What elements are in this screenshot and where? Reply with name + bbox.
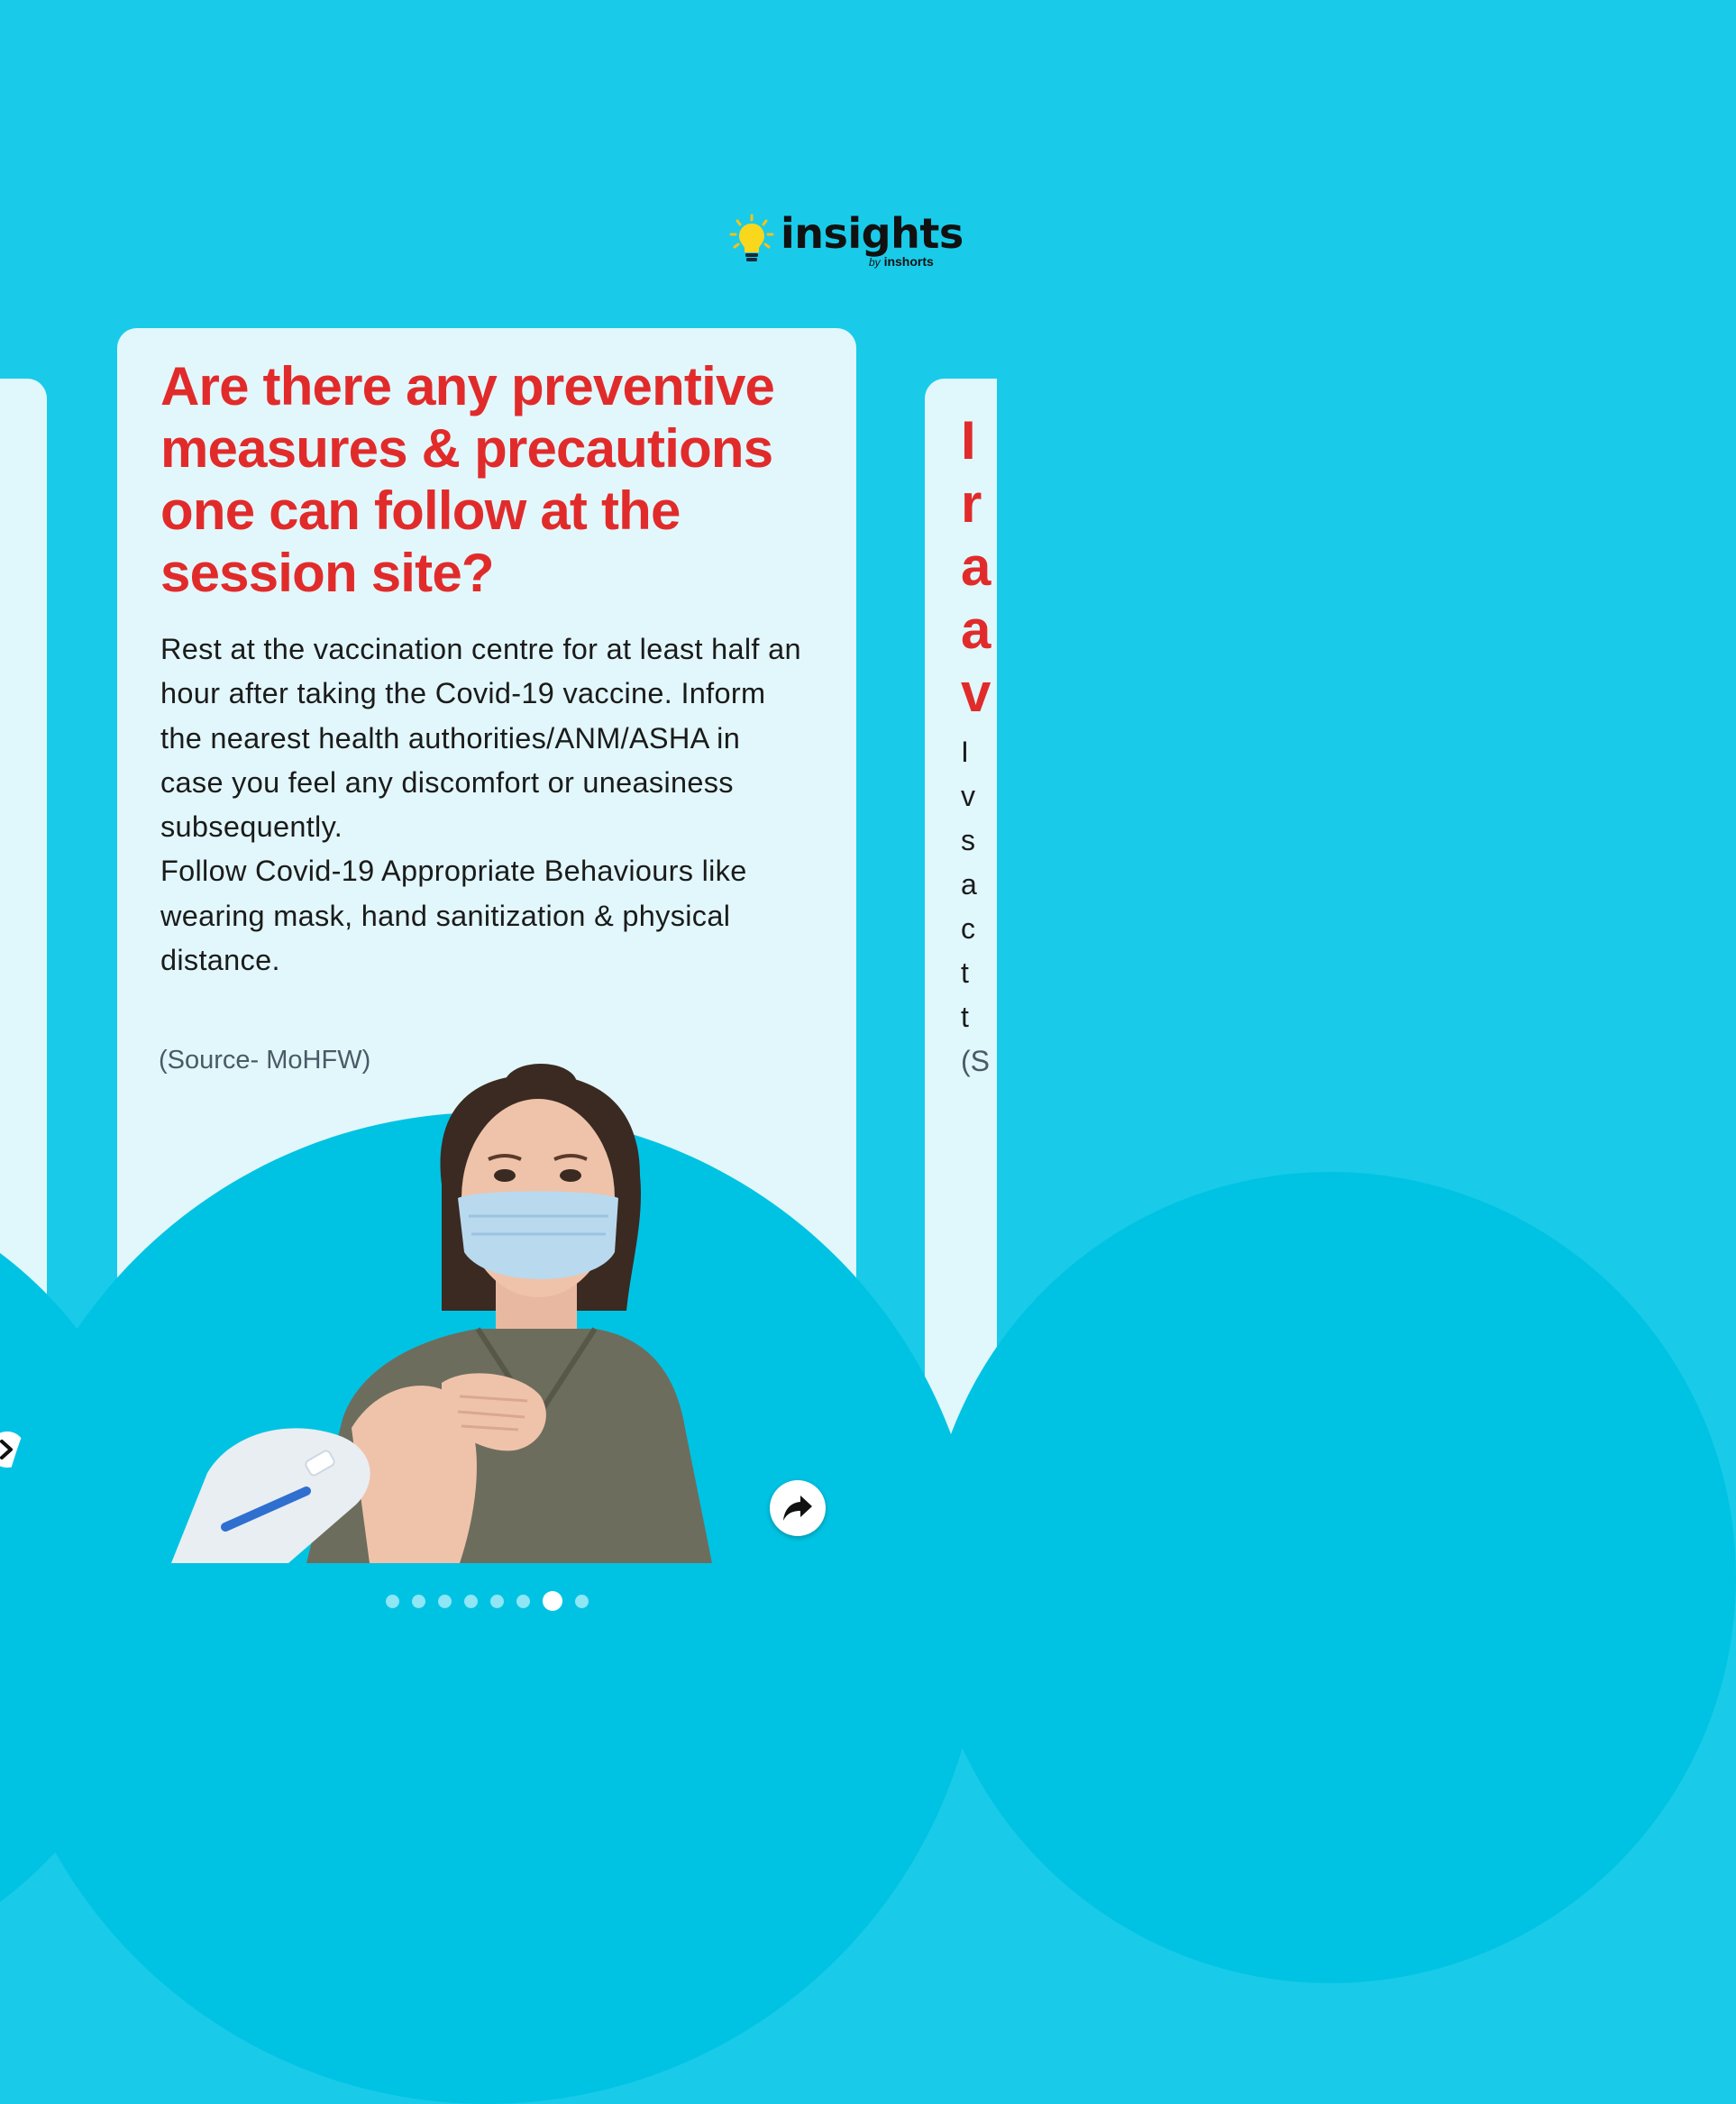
page-dot[interactable] <box>438 1595 452 1608</box>
next-card-body-text: I v s a c t t <box>961 736 977 1033</box>
previous-card[interactable] <box>0 379 47 1511</box>
page-dot[interactable] <box>490 1595 504 1608</box>
vaccination-photo <box>171 1040 838 1563</box>
insight-card[interactable] <box>117 328 856 1563</box>
brand-byline <box>869 254 934 269</box>
page-dot[interactable] <box>412 1595 425 1608</box>
page-dot[interactable] <box>386 1595 399 1608</box>
card-question: Are there any preventive measures & precautions one can follow at the session site? <box>160 356 775 603</box>
page-dot-active[interactable] <box>543 1591 562 1611</box>
page-dot[interactable] <box>516 1595 530 1608</box>
card-answer-paragraph: Rest at the vaccination centre for at least half an hour after taking the Covid-19 vaccine. Inform the nearest health authorities/ANM/ASHA in case you feel any discomfort or uneasiness subsequently. <box>160 633 801 844</box>
share-arrow-icon <box>782 1494 813 1523</box>
insights-logo <box>730 209 964 274</box>
next-card-heading <box>961 409 991 725</box>
next-card[interactable] <box>925 379 997 1511</box>
page-dot[interactable] <box>575 1595 589 1608</box>
next-card-body <box>961 730 988 1084</box>
card-source: (Source- MoHFW) <box>159 1046 371 1075</box>
brand-parent: inshorts <box>883 254 934 269</box>
card-answer-paragraph: Follow Covid-19 Appropriate Behaviours like wearing mask, hand sanitization & physical distance. <box>160 855 747 977</box>
card-answer <box>160 627 809 983</box>
next-card-arc <box>925 1172 1736 1983</box>
brand-name: insights <box>781 209 964 258</box>
page-indicator <box>0 1590 973 1612</box>
page-dot[interactable] <box>464 1595 478 1608</box>
next-card-source: (S <box>961 1045 990 1077</box>
next-card-heading-text: I r a a v <box>961 410 991 723</box>
lightbulb-icon <box>730 215 773 265</box>
brand-by: by <box>869 256 881 269</box>
share-button[interactable] <box>770 1480 826 1536</box>
